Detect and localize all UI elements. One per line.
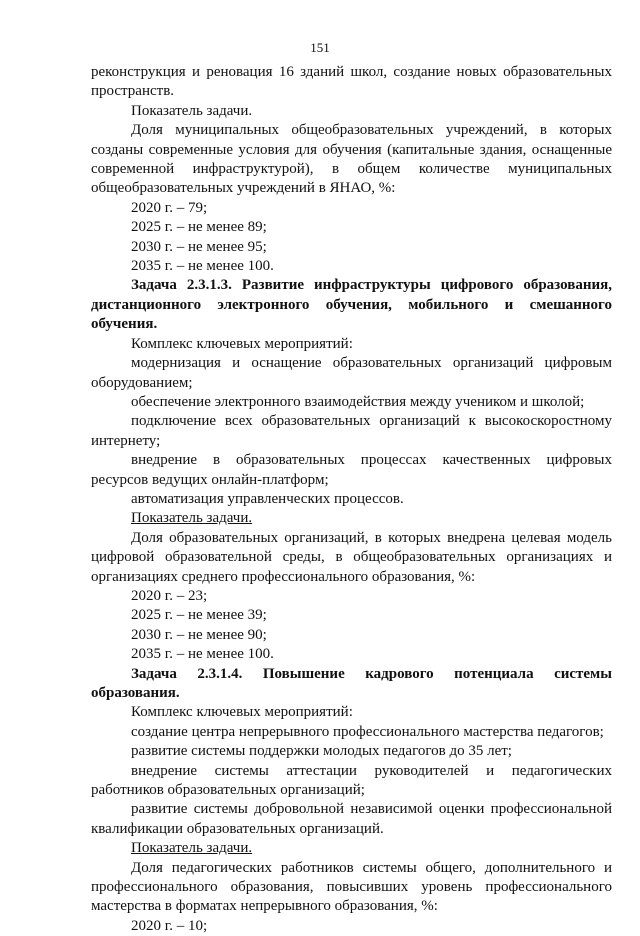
list-item: модернизация и оснащение образовательных организаций цифровым оборудованием; [91,355,612,391]
task-heading: Задача 2.3.1.4. Повышение кадрового потенциала системы образования. [91,665,612,701]
list-item: 2020 г. – 10; [131,917,208,934]
list-item: внедрение системы аттестации руководителей и педагогических работников образовательных организаций; [91,762,612,799]
document-body [91,63,612,936]
list-item: автоматизация управленческих процессов. [131,490,404,507]
indicator-heading [91,839,612,858]
list-item: обеспечение электронного взаимодействия между учеником и школой; [131,393,585,410]
list-item: 2030 г. – не менее 95; [131,238,267,255]
indicator-heading [91,509,612,528]
paragraph: Доля педагогических работников системы общего, дополнительного и профессионального образования, повысивших уровень профессионального мастерства в форматах непрерывного образования, %: [91,859,612,915]
list-item: 2025 г. – не менее 39; [131,607,267,624]
paragraph: Доля муниципальных общеобразовательных учреждений, в которых созданы современные условия для обучения (капитальные здания, оснащенные современной инфраструктурой), в общем количестве муниципальных общеобразовательных учреждений в ЯНАО, %: [91,122,612,197]
list-item: 2020 г. – 23; [131,587,208,604]
list-item: 2035 г. – не менее 100. [131,646,274,663]
list-item: развитие системы поддержки молодых педагогов до 35 лет; [131,743,512,760]
list-item: 2025 г. – не менее 89; [131,219,267,236]
list-item: внедрение в образовательных процессах качественных цифровых ресурсов ведущих онлайн-платформ; [91,452,612,488]
list-item: подключение всех образовательных организаций к высокоскоростному интернету; [91,413,612,449]
paragraph: Комплекс ключевых мероприятий: [131,704,353,721]
indicator-heading-text: Показатель задачи. [131,510,253,527]
paragraph: Доля образовательных организаций, в которых внедрена целевая модель цифровой образовательной среды, в общеобразовательных организациях и организациях среднего профессионального образования, %: [91,529,612,585]
list-item: 2020 г. – 79; [131,199,208,216]
indicator-heading-text: Показатель задачи. [131,840,253,857]
list-item: создание центра непрерывного профессионального мастерства педагогов; [131,723,604,740]
paragraph: реконструкция и реновация 16 зданий школ, создание новых образовательных пространств. [91,64,612,100]
indicator-heading: Показатель задачи. [131,102,253,119]
list-item: развитие системы добровольной независимой оценки профессиональной квалификации образовательных организаций. [91,801,612,837]
paragraph: Комплекс ключевых мероприятий: [131,335,353,352]
page-number: 151 [310,40,330,55]
list-item: 2030 г. – не менее 90; [131,626,267,643]
task-heading: Задача 2.3.1.3. Развитие инфраструктуры цифрового образования, дистанционного электронного обучения, мобильного и смешанного обучения. [91,277,612,333]
list-item: 2035 г. – не менее 100. [131,258,274,275]
